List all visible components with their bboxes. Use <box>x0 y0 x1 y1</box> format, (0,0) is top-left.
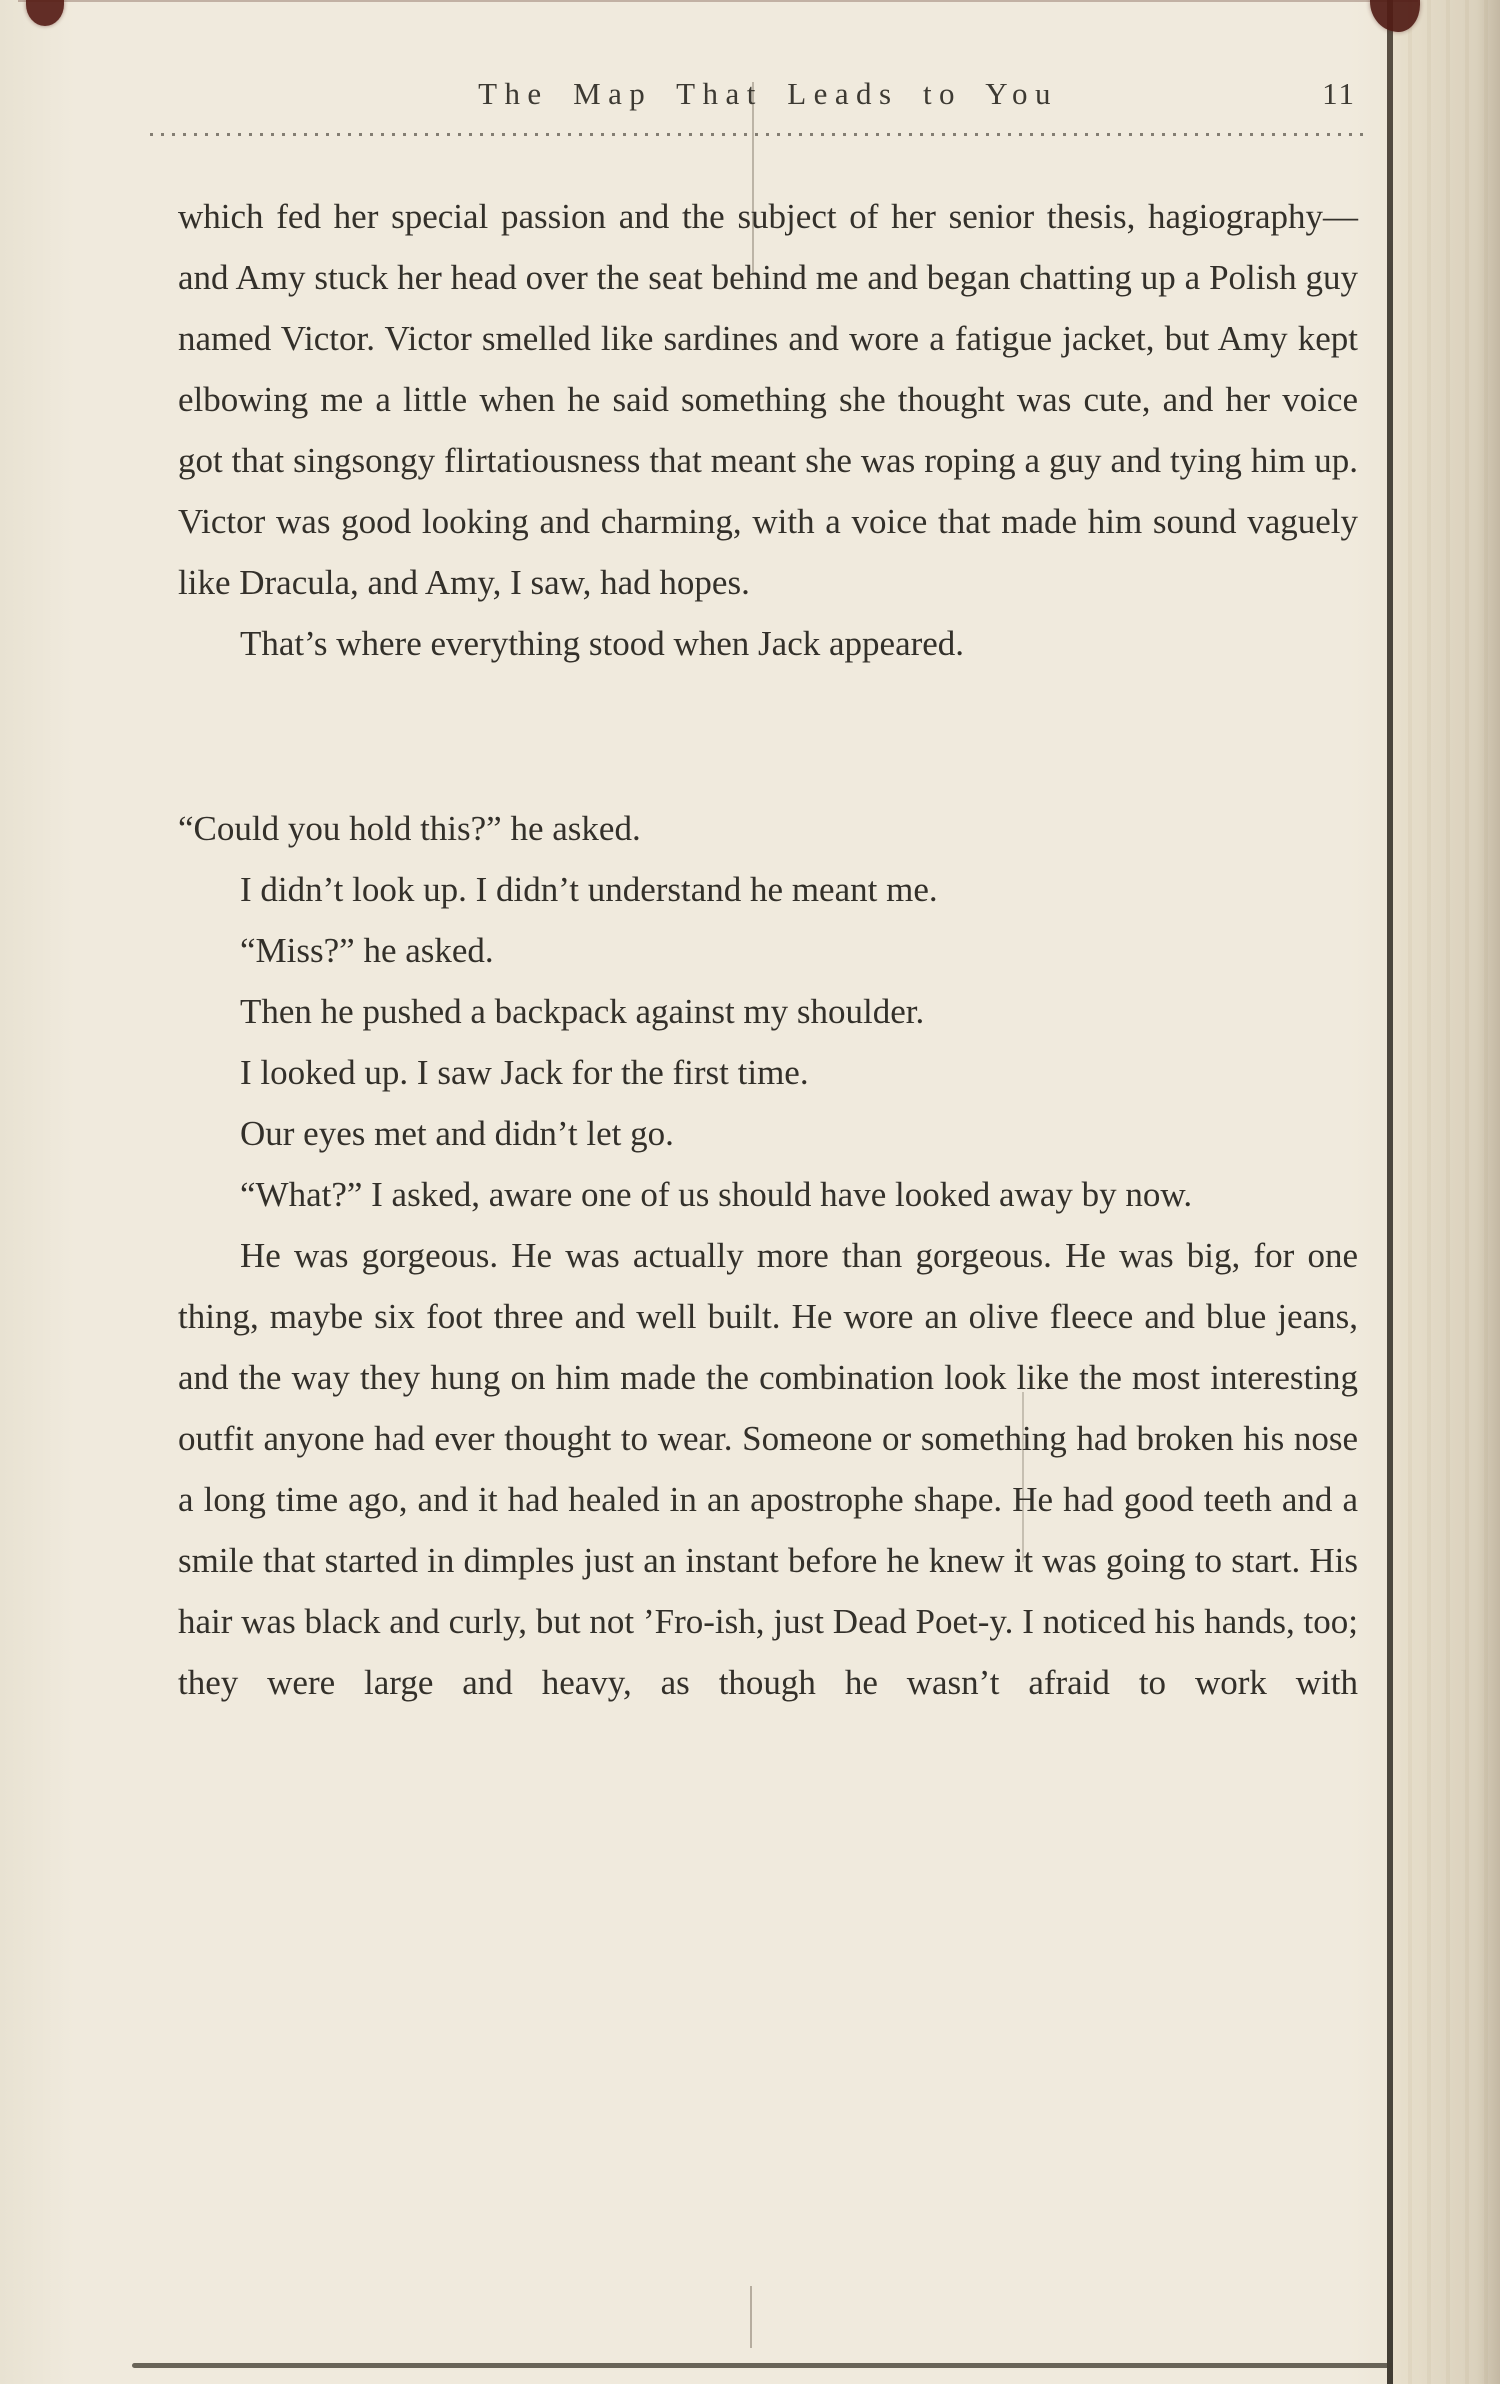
text-column <box>178 186 1358 1713</box>
paragraph: Our eyes met and didn’t let go. <box>240 1114 674 1153</box>
scan-mark-top-right <box>1370 0 1420 32</box>
scan-crease-bottom-center <box>750 2286 752 2348</box>
paragraph: which fed her special passion and the subject of her senior thesis, hagiography—and Amy stuck her head over the seat behind me and began chatting up a Polish guy named Victor. Victor smelled like sardines and wore a fatigue jacket, but Amy kept elbowing me a little when he said something she thought was cute, and her voice got that singsongy flirtatiousness that meant she was roping a guy and tying him up. Victor was good looking and charming, with a voice that made him sound vaguely like Dracula, and Amy, I saw, had hopes. <box>178 197 1358 602</box>
scan-right-margin-strip <box>1393 0 1500 2384</box>
page-content <box>178 0 1358 1713</box>
scan-bottom-edge-line <box>132 2363 1392 2368</box>
paragraph: That’s where everything stood when Jack appeared. <box>240 624 965 663</box>
scan-right-edge-line <box>1387 0 1393 2384</box>
paragraph: “Could you hold this?” he asked. <box>178 809 641 848</box>
paragraph: I looked up. I saw Jack for the first time. <box>240 1053 809 1092</box>
paragraph: Then he pushed a backpack against my shoulder. <box>240 992 925 1031</box>
paragraph: I didn’t look up. I didn’t understand he meant me. <box>240 870 938 909</box>
page-number: 11 <box>1322 76 1356 111</box>
paragraph: He was gorgeous. He was actually more than gorgeous. He was big, for one thing, maybe six foot three and well built. He wore an olive fleece and blue jeans, and the way they hung on him made the combination look like the most interesting outfit anyone had ever thought to wear. Someone or something had broken his nose a long time ago, and it had healed in an apostrophe shape. He had good teeth and a smile that started in dimples just an instant before he knew it was going to start. His hair was black and curly, but not ’Fro-ish, just Dead Poet-y. I noticed his hands, too; they were large and heavy, as though he wasn’t afraid to work with <box>178 1236 1358 1702</box>
running-header-title: The Map That Leads to You <box>478 76 1058 111</box>
header-dotted-rule <box>150 132 1366 136</box>
scan-mark-top-left <box>26 0 64 26</box>
paragraph: “Miss?” he asked. <box>240 931 494 970</box>
paragraph: “What?” I asked, aware one of us should have looked away by now. <box>240 1175 1193 1214</box>
running-header <box>178 74 1358 116</box>
